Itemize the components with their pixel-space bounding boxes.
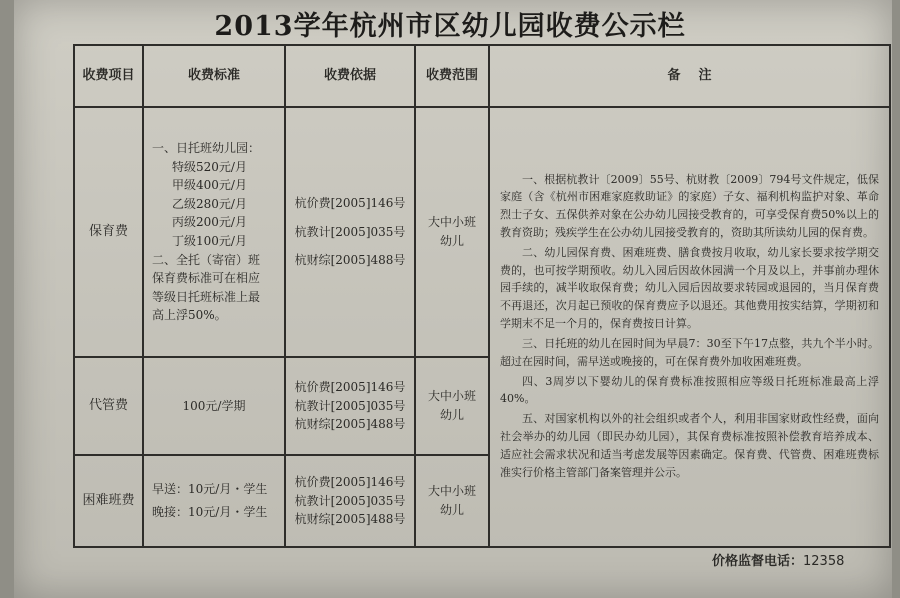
fee-table: [73, 44, 891, 548]
standard-line: 晚接：10元/月・学生: [152, 505, 268, 519]
standard-line: 高上浮50%。: [152, 308, 227, 323]
fee-range-cell: [415, 357, 489, 455]
fee-item-name: 代管费: [74, 357, 143, 455]
basis-line: 杭教计[2005]035号: [294, 493, 406, 508]
fee-item-name: 困难班费: [74, 455, 143, 547]
fee-standard-cell: [143, 455, 285, 547]
standard-line: 保育费标准可在相应: [152, 271, 261, 286]
hotline-label: 价格监督电话：: [712, 554, 804, 569]
basis-line: 杭价费[2005]146号: [294, 196, 406, 211]
basis-line: 杭财综[2005]488号: [294, 512, 406, 527]
range-line: 大中小班: [427, 215, 476, 230]
range-line: 幼儿: [439, 503, 464, 517]
standard-line: 乙级280元/月: [172, 196, 247, 211]
header-standard: 收费标准: [143, 45, 285, 107]
fee-basis-cell: [285, 455, 415, 547]
standard-line: 早送：10元/月・学生: [152, 482, 268, 497]
header-notes: 备 注: [489, 45, 890, 107]
fee-standard-cell: [143, 357, 285, 455]
range-line: 大中小班: [427, 484, 476, 499]
basis-line: 杭财综[2005]488号: [294, 417, 406, 432]
note-paragraph: 四、3周岁以下婴幼儿的保育费标准按照相应等级日托班标准最高上浮40%。: [500, 374, 879, 406]
fee-basis-cell: [285, 107, 415, 357]
basis-line: 杭价费[2005]146号: [294, 380, 406, 395]
basis-line: 杭教计[2005]035号: [294, 398, 406, 413]
price-hotline: [712, 550, 844, 569]
fee-range-cell: [415, 107, 489, 357]
header-item: 收费项目: [74, 45, 143, 107]
standard-line: 100元/学期: [182, 398, 246, 413]
range-line: 幼儿: [439, 408, 464, 422]
fee-range-cell: [415, 455, 489, 547]
fee-standard-cell: [143, 107, 285, 357]
range-line: 大中小班: [427, 389, 476, 404]
fee-basis-cell: [285, 357, 415, 455]
standard-line: 一、日托班幼儿园：: [152, 141, 261, 156]
page-title: 2013学年杭州市区幼儿园收费公示栏: [214, 11, 686, 42]
fee-item-name: 保育费: [74, 107, 143, 357]
note-paragraph: 二、幼儿园保育费、困难班费、膳食费按月收取，幼儿家长要求按学期交费的，也可按学期预收。幼儿入园后因故休园满一个月及以上，并事前办理休园手续的，减半收取保育费；幼儿入园后因故要求转园或退园的，当月保育费不再退还，次月起已预收的保育费应予以退还。其他费用按实结算，学期初和学期末不足一个月的，保育费按日计算。: [500, 245, 879, 331]
standard-line: 甲级400元/月: [172, 178, 247, 193]
basis-line: 杭价费[2005]146号: [294, 475, 406, 490]
note-paragraph: 一、根据杭教计〔2009〕55号、杭财教〔2009〕794号文件规定，低保家庭（含《杭州市困难家庭救助证》的家庭）子女、福利机构监护对象、革命烈士子女、五保供养对象在公办幼儿园接受教育的，可享受保育费50%以上的教育资助；残疾学生在公办幼儿园接受教育的，资助其所读幼儿园的保育费。: [500, 172, 879, 240]
note-paragraph: 五、对国家机构以外的社会组织或者个人，利用非国家财政性经费，面向社会举办的幼儿园（即民办幼儿园），其保育费标准按照补偿教育培养成本、适应社会需求状况和适当考虑发展等因素确定。保育费、代管费、困难班费标准实行价格主管部门备案管理并公示。: [500, 412, 879, 479]
notes-cell: [489, 107, 890, 547]
header-row: [74, 45, 890, 107]
basis-line: 杭教计[2005]035号: [294, 224, 406, 239]
header-range: 收费范围: [415, 45, 489, 107]
standard-line: 丙级200元/月: [172, 215, 247, 230]
note-paragraph: 三、日托班的幼儿在园时间为早晨7：30至下午17点整，共九个半小时。超过在园时间，需早送或晚接的，可在保育费外加收困难班费。: [500, 336, 879, 368]
hotline-number: 12358: [803, 554, 845, 569]
standard-line: 丁级100元/月: [172, 234, 247, 248]
header-basis: 收费依据: [285, 45, 415, 107]
standard-line: 二、全托（寄宿）班: [152, 252, 261, 267]
standard-line: 等级日托班标准上最: [152, 289, 261, 304]
table-row: [74, 107, 890, 357]
standard-line: 特级520元/月: [172, 159, 247, 174]
basis-line: 杭财综[2005]488号: [294, 253, 406, 268]
range-line: 幼儿: [439, 234, 464, 248]
